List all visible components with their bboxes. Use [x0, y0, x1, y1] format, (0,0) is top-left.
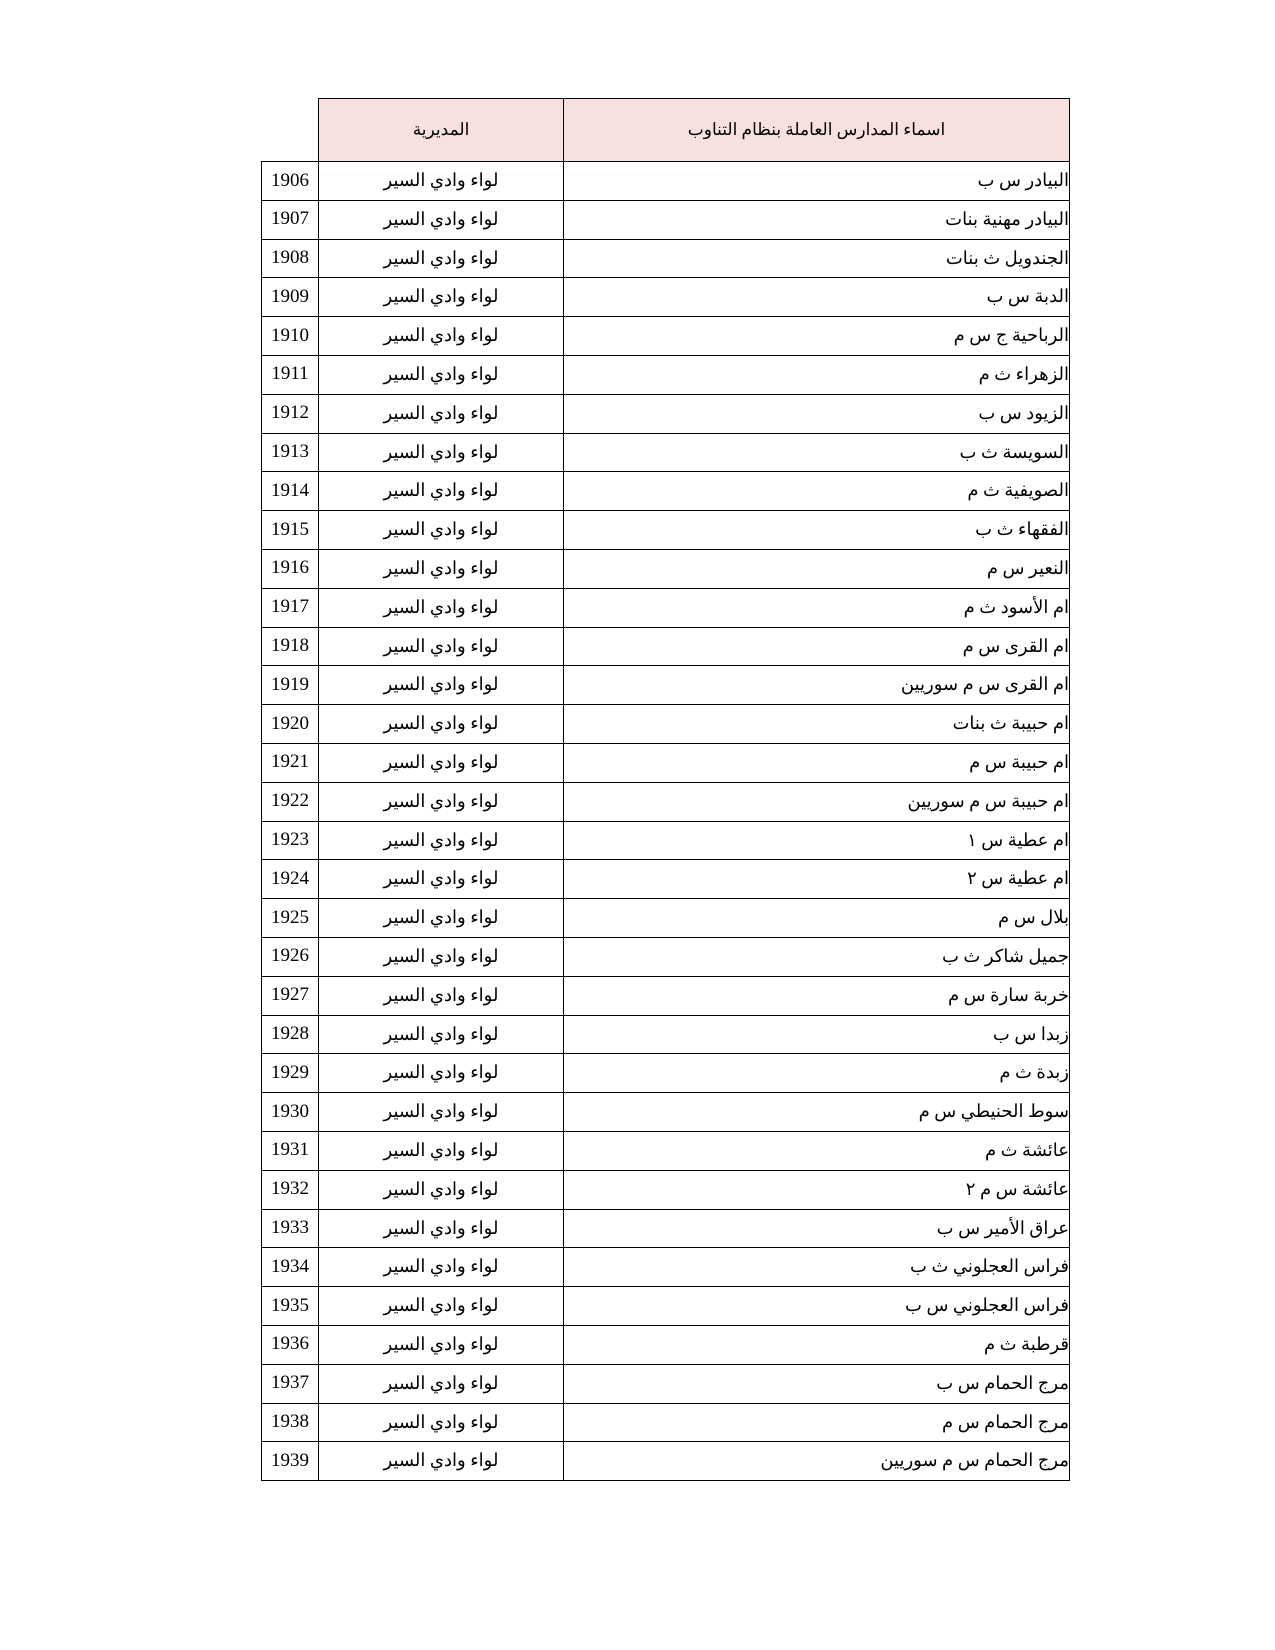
cell-row-number: 1910 — [262, 317, 319, 356]
table-row — [262, 317, 1070, 356]
cell-school-name: الفقهاء ث ب — [564, 511, 1070, 550]
cell-directorate: لواء وادي السير — [319, 549, 564, 588]
cell-directorate: لواء وادي السير — [319, 1287, 564, 1326]
table-row — [262, 1248, 1070, 1287]
cell-row-number: 1909 — [262, 278, 319, 317]
table-row — [262, 1287, 1070, 1326]
cell-row-number: 1908 — [262, 239, 319, 278]
cell-directorate: لواء وادي السير — [319, 200, 564, 239]
cell-row-number: 1938 — [262, 1403, 319, 1442]
table-row — [262, 588, 1070, 627]
cell-directorate: لواء وادي السير — [319, 937, 564, 976]
cell-row-number: 1933 — [262, 1209, 319, 1248]
table-row — [262, 1442, 1070, 1481]
cell-directorate: لواء وادي السير — [319, 821, 564, 860]
column-header-directorate: المديرية — [319, 99, 564, 162]
cell-school-name: زبدة ث م — [564, 1054, 1070, 1093]
cell-row-number: 1917 — [262, 588, 319, 627]
cell-school-name: مرج الحمام س م سوريين — [564, 1442, 1070, 1481]
cell-row-number: 1927 — [262, 976, 319, 1015]
cell-directorate: لواء وادي السير — [319, 239, 564, 278]
table-row — [262, 239, 1070, 278]
header-row — [262, 99, 1070, 162]
cell-row-number: 1932 — [262, 1170, 319, 1209]
cell-directorate: لواء وادي السير — [319, 666, 564, 705]
cell-school-name: ام حبيبة ث بنات — [564, 705, 1070, 744]
cell-directorate: لواء وادي السير — [319, 588, 564, 627]
cell-school-name: مرج الحمام س م — [564, 1403, 1070, 1442]
cell-directorate: لواء وادي السير — [319, 1131, 564, 1170]
cell-school-name: عائشة ث م — [564, 1131, 1070, 1170]
cell-school-name: الدبة س ب — [564, 278, 1070, 317]
cell-directorate: لواء وادي السير — [319, 472, 564, 511]
table-row — [262, 627, 1070, 666]
cell-school-name: ام عطية س ١ — [564, 821, 1070, 860]
table-row — [262, 1325, 1070, 1364]
cell-school-name: سوط الحنيطي س م — [564, 1093, 1070, 1132]
cell-row-number: 1939 — [262, 1442, 319, 1481]
cell-directorate: لواء وادي السير — [319, 705, 564, 744]
table-row — [262, 1209, 1070, 1248]
cell-school-name: الزيود س ب — [564, 394, 1070, 433]
table-header — [262, 99, 1070, 162]
cell-row-number: 1906 — [262, 162, 319, 201]
cell-row-number: 1911 — [262, 355, 319, 394]
cell-directorate: لواء وادي السير — [319, 860, 564, 899]
cell-school-name: ام حبيبة س م — [564, 743, 1070, 782]
cell-school-name: الصويفية ث م — [564, 472, 1070, 511]
cell-row-number: 1921 — [262, 743, 319, 782]
cell-directorate: لواء وادي السير — [319, 433, 564, 472]
table-row — [262, 860, 1070, 899]
cell-row-number: 1930 — [262, 1093, 319, 1132]
cell-directorate: لواء وادي السير — [319, 1325, 564, 1364]
cell-row-number: 1931 — [262, 1131, 319, 1170]
cell-school-name: البيادر س ب — [564, 162, 1070, 201]
cell-directorate: لواء وادي السير — [319, 162, 564, 201]
cell-row-number: 1923 — [262, 821, 319, 860]
cell-directorate: لواء وادي السير — [319, 743, 564, 782]
cell-row-number: 1912 — [262, 394, 319, 433]
table-row — [262, 782, 1070, 821]
table-row — [262, 1093, 1070, 1132]
cell-directorate: لواء وادي السير — [319, 355, 564, 394]
cell-row-number: 1929 — [262, 1054, 319, 1093]
cell-directorate: لواء وادي السير — [319, 1442, 564, 1481]
cell-directorate: لواء وادي السير — [319, 1015, 564, 1054]
table-row — [262, 976, 1070, 1015]
cell-row-number: 1926 — [262, 937, 319, 976]
table-row — [262, 1170, 1070, 1209]
cell-row-number: 1925 — [262, 899, 319, 938]
cell-school-name: ام الأسود ث م — [564, 588, 1070, 627]
table-row — [262, 278, 1070, 317]
table-row — [262, 549, 1070, 588]
table-row — [262, 433, 1070, 472]
table-row — [262, 1131, 1070, 1170]
table-row — [262, 937, 1070, 976]
cell-directorate: لواء وادي السير — [319, 1093, 564, 1132]
cell-directorate: لواء وادي السير — [319, 1364, 564, 1403]
cell-school-name: السويسة ث ب — [564, 433, 1070, 472]
table-row — [262, 1054, 1070, 1093]
cell-school-name: النعير س م — [564, 549, 1070, 588]
table-row — [262, 743, 1070, 782]
cell-directorate: لواء وادي السير — [319, 317, 564, 356]
cell-directorate: لواء وادي السير — [319, 394, 564, 433]
cell-school-name: قرطبة ث م — [564, 1325, 1070, 1364]
cell-school-name: زبدا س ب — [564, 1015, 1070, 1054]
table-row — [262, 472, 1070, 511]
schools-table — [261, 98, 1070, 1481]
cell-directorate: لواء وادي السير — [319, 782, 564, 821]
cell-school-name: فراس العجلوني س ب — [564, 1287, 1070, 1326]
cell-row-number: 1937 — [262, 1364, 319, 1403]
cell-directorate: لواء وادي السير — [319, 1403, 564, 1442]
cell-row-number: 1916 — [262, 549, 319, 588]
cell-school-name: خربة سارة س م — [564, 976, 1070, 1015]
table-row — [262, 666, 1070, 705]
cell-row-number: 1935 — [262, 1287, 319, 1326]
cell-school-name: ام القرى س م — [564, 627, 1070, 666]
cell-school-name: الجندويل ث بنات — [564, 239, 1070, 278]
cell-school-name: ام القرى س م سوريين — [564, 666, 1070, 705]
cell-school-name: ام عطية س ٢ — [564, 860, 1070, 899]
cell-row-number: 1934 — [262, 1248, 319, 1287]
table-row — [262, 899, 1070, 938]
cell-row-number: 1915 — [262, 511, 319, 550]
cell-school-name: عراق الأمير س ب — [564, 1209, 1070, 1248]
table-row — [262, 200, 1070, 239]
cell-school-name: الرباحية ج س م — [564, 317, 1070, 356]
cell-school-name: ام حبيبة س م سوريين — [564, 782, 1070, 821]
table-container — [260, 98, 1070, 1481]
cell-school-name: جميل شاكر ث ب — [564, 937, 1070, 976]
cell-row-number: 1920 — [262, 705, 319, 744]
cell-school-name: البيادر مهنية بنات — [564, 200, 1070, 239]
table-row — [262, 511, 1070, 550]
cell-row-number: 1919 — [262, 666, 319, 705]
cell-row-number: 1907 — [262, 200, 319, 239]
cell-row-number: 1922 — [262, 782, 319, 821]
cell-row-number: 1924 — [262, 860, 319, 899]
table-row — [262, 162, 1070, 201]
table-row — [262, 705, 1070, 744]
cell-directorate: لواء وادي السير — [319, 1248, 564, 1287]
cell-school-name: فراس العجلوني ث ب — [564, 1248, 1070, 1287]
cell-row-number: 1928 — [262, 1015, 319, 1054]
cell-directorate: لواء وادي السير — [319, 627, 564, 666]
table-row — [262, 821, 1070, 860]
cell-row-number: 1914 — [262, 472, 319, 511]
cell-directorate: لواء وادي السير — [319, 1170, 564, 1209]
cell-row-number: 1936 — [262, 1325, 319, 1364]
column-header-number — [262, 99, 319, 162]
column-header-schools: اسماء المدارس العاملة بنظام التناوب — [564, 99, 1070, 162]
table-row — [262, 1403, 1070, 1442]
cell-directorate: لواء وادي السير — [319, 899, 564, 938]
cell-directorate: لواء وادي السير — [319, 976, 564, 1015]
cell-row-number: 1918 — [262, 627, 319, 666]
table-row — [262, 355, 1070, 394]
cell-directorate: لواء وادي السير — [319, 511, 564, 550]
table-row — [262, 394, 1070, 433]
cell-school-name: مرج الحمام س ب — [564, 1364, 1070, 1403]
cell-directorate: لواء وادي السير — [319, 278, 564, 317]
cell-directorate: لواء وادي السير — [319, 1209, 564, 1248]
table-body — [262, 162, 1070, 1481]
cell-row-number: 1913 — [262, 433, 319, 472]
table-row — [262, 1364, 1070, 1403]
cell-directorate: لواء وادي السير — [319, 1054, 564, 1093]
cell-school-name: بلال س م — [564, 899, 1070, 938]
cell-school-name: الزهراء ث م — [564, 355, 1070, 394]
table-row — [262, 1015, 1070, 1054]
cell-school-name: عائشة س م ٢ — [564, 1170, 1070, 1209]
